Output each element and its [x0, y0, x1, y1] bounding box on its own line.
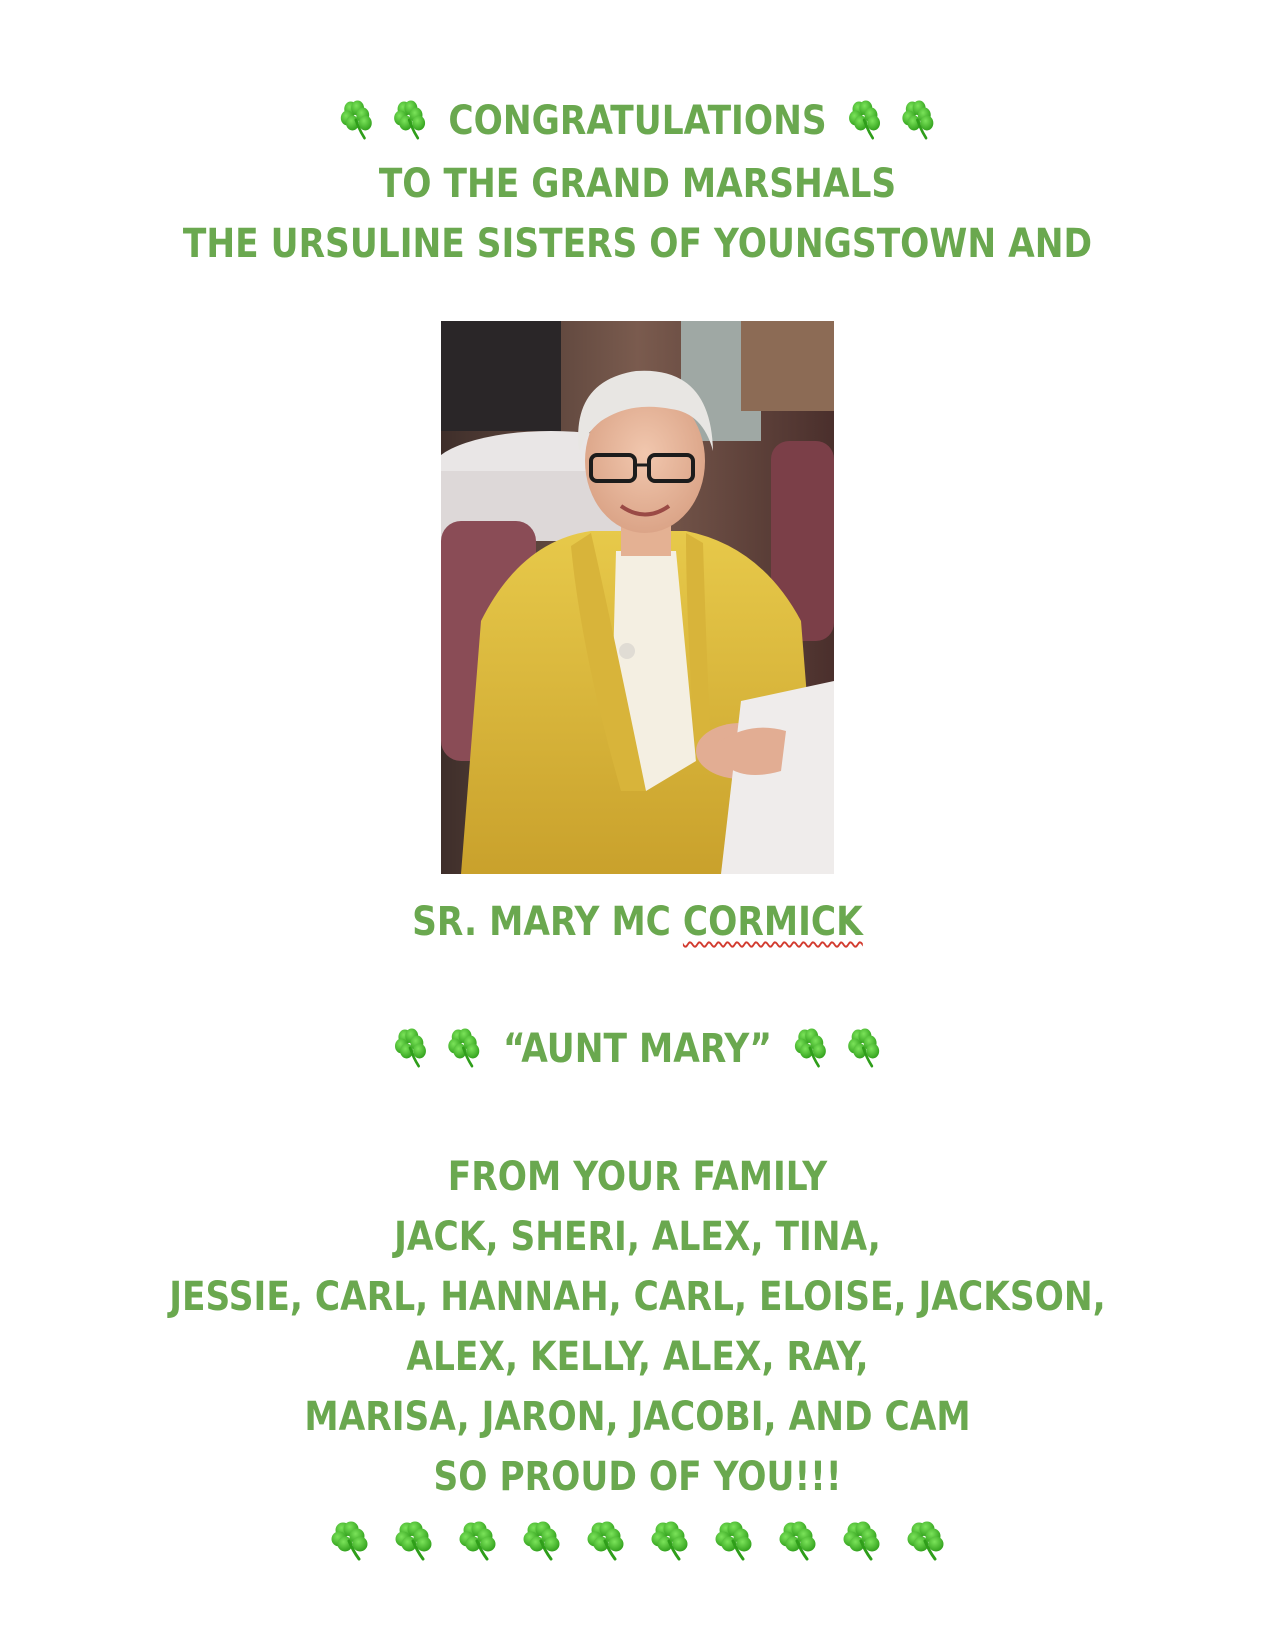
shamrock-icon [327, 1517, 373, 1563]
nickname-line [89, 1024, 1186, 1070]
shamrock-icon [899, 96, 939, 142]
shamrock-icon [583, 1517, 629, 1563]
family-names-line-3: ALEX, KELLY, ALEX, RAY, [406, 1334, 869, 1380]
ursuline-sisters-line: THE URSULINE SISTERS OF YOUNGSTOWN AND [182, 221, 1093, 267]
honoree-name [89, 899, 1186, 945]
family-names-line-1: JACK, SHERI, ALEX, TINA, [394, 1214, 881, 1260]
shamrock-icon [791, 1024, 831, 1070]
family-heading: FROM YOUR FAMILY [447, 1154, 828, 1200]
congratulations-text: CONGRATULATIONS [448, 98, 827, 144]
shamrock-icon [903, 1517, 949, 1563]
honoree-surname: CORMICK [682, 899, 863, 945]
family-names-line-4: MARISA, JARON, JACOBI, AND CAM [304, 1394, 971, 1440]
shamrock-icon [839, 1517, 885, 1563]
shamrock-icon [711, 1517, 757, 1563]
grand-marshals-line: TO THE GRAND MARSHALS [378, 161, 897, 207]
shamrock-icon [391, 1517, 437, 1563]
shamrock-icon [337, 96, 377, 142]
shamrock-border [0, 1517, 1275, 1563]
honoree-name-prefix: SR. MARY MC [412, 899, 671, 945]
shamrock-icon [519, 1517, 565, 1563]
shamrock-icon [775, 1517, 821, 1563]
congratulations-line [89, 96, 1186, 142]
closing-line: SO PROUD OF YOU!!! [433, 1454, 842, 1500]
family-names-line-2: JESSIE, CARL, HANNAH, CARL, ELOISE, JACKSON, [169, 1274, 1106, 1320]
shamrock-icon [844, 1024, 884, 1070]
shamrock-icon [455, 1517, 501, 1563]
shamrock-icon [390, 96, 430, 142]
nickname-text: “AUNT MARY” [503, 1026, 772, 1072]
shamrock-icon [445, 1024, 485, 1070]
shamrock-icon [647, 1517, 693, 1563]
portrait-photo [441, 321, 834, 874]
shamrock-icon [846, 96, 886, 142]
shamrock-icon [391, 1024, 431, 1070]
